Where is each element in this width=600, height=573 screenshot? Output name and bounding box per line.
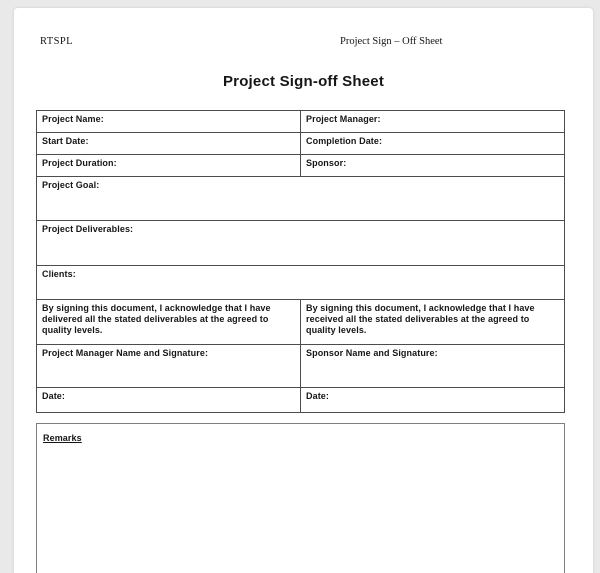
table-row (37, 177, 565, 221)
cell-start-date: Start Date: (37, 133, 301, 155)
cell-sponsor-date: Date: (301, 388, 565, 413)
table-row (37, 133, 565, 155)
cell-ack-received (301, 300, 565, 345)
cell-pm-signature: Project Manager Name and Signature: (37, 345, 301, 388)
ack-delivered-text: By signing this document, I acknowledge that I have delivered all the stated deliverables at the agreed to quality levels. (42, 303, 271, 335)
table-row (37, 111, 565, 133)
cell-project-goal: Project Goal: (37, 177, 565, 221)
cell-project-deliverables: Project Deliverables: (37, 221, 565, 266)
table-row (37, 345, 565, 388)
cell-ack-delivered (37, 300, 301, 345)
header-document-name: Project Sign – Off Sheet (340, 36, 443, 47)
remarks-box (36, 423, 565, 573)
signoff-table (36, 110, 565, 413)
table-row (37, 388, 565, 413)
ack-received-text: By signing this document, I acknowledge that I have received all the stated deliverables at the agreed to quality levels. (306, 303, 535, 335)
table-row (37, 266, 565, 300)
page-title: Project Sign-off Sheet (222, 73, 385, 90)
table-row (37, 300, 565, 345)
remarks-label: Remarks (43, 433, 82, 443)
cell-completion-date: Completion Date: (301, 133, 565, 155)
table-row (37, 155, 565, 177)
cell-sponsor-signature: Sponsor Name and Signature: (301, 345, 565, 388)
cell-pm-date: Date: (37, 388, 301, 413)
cell-clients: Clients: (37, 266, 565, 300)
cell-sponsor: Sponsor: (301, 155, 565, 177)
document-page (14, 8, 593, 573)
table-row (37, 221, 565, 266)
header-company-name: RTSPL (40, 36, 73, 47)
cell-project-duration: Project Duration: (37, 155, 301, 177)
cell-project-name: Project Name: (37, 111, 301, 133)
cell-project-manager: Project Manager: (301, 111, 565, 133)
